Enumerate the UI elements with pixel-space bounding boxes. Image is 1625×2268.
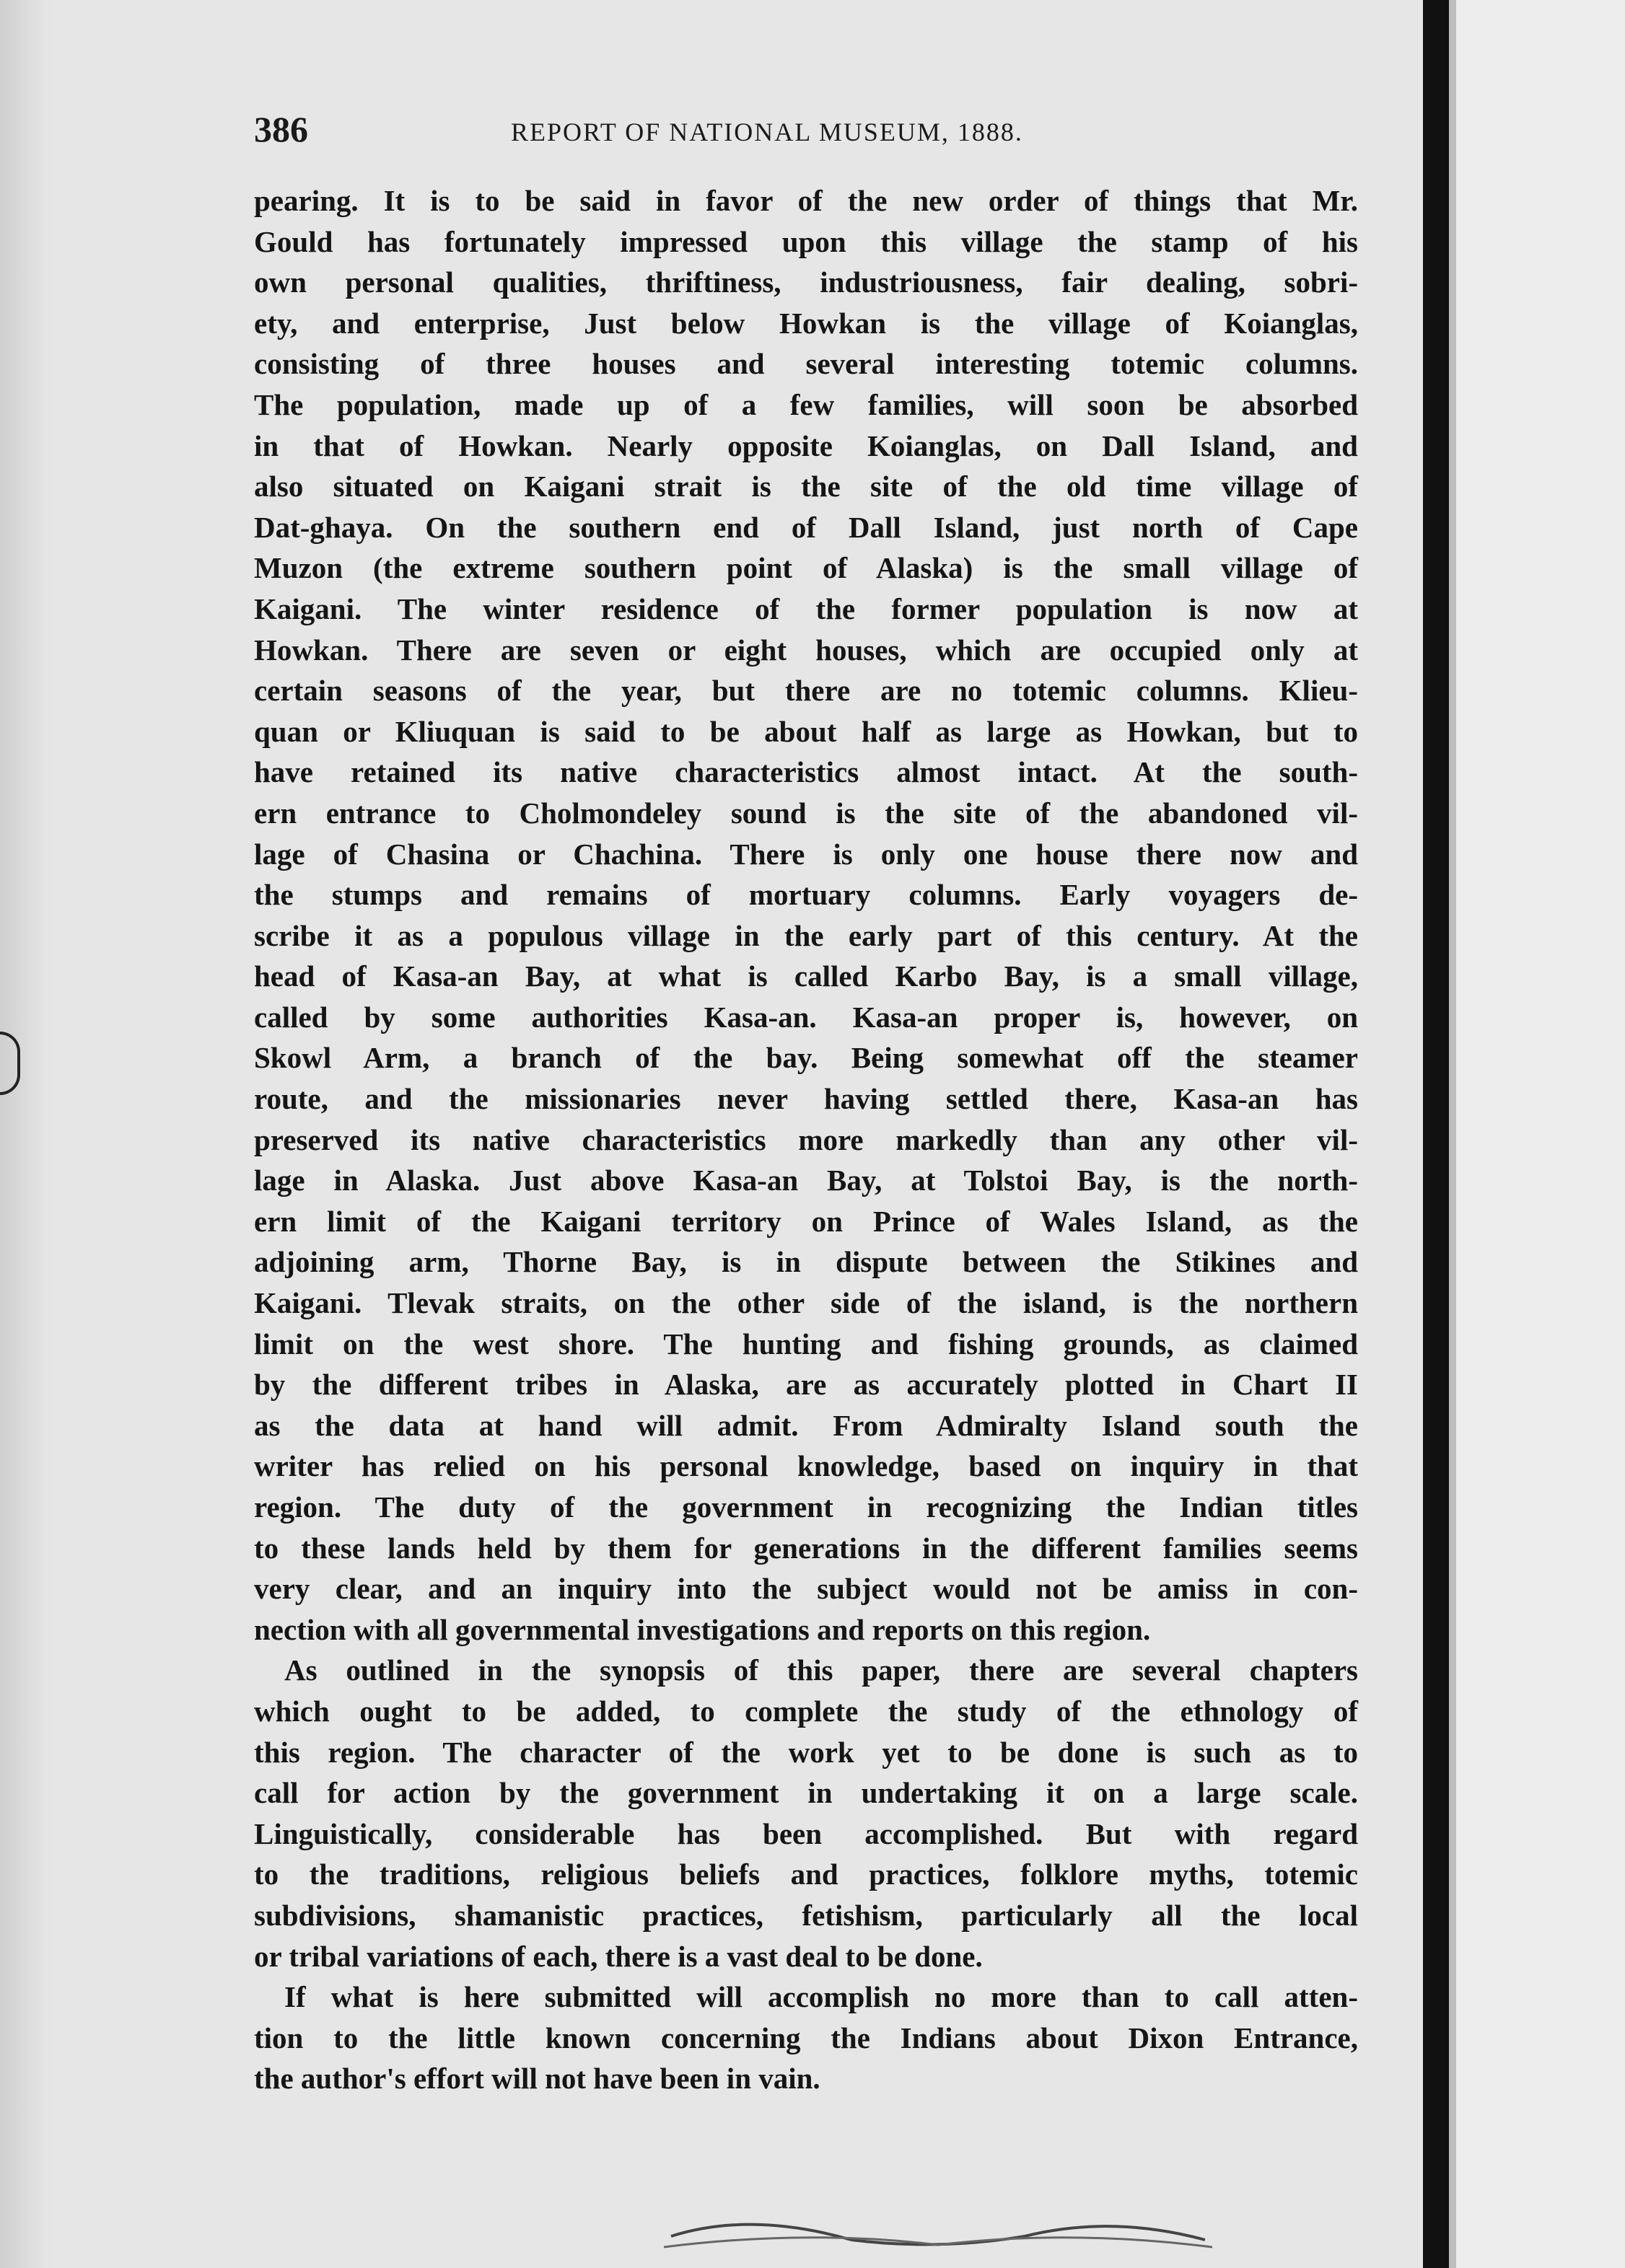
text-line: The population, made up of a few families, will soon be absorbed [254, 387, 1358, 421]
text-line: to these lands held by them for generations in the different families seems [254, 1531, 1358, 1565]
text-line: adjoining arm, Thorne Bay, is in dispute between the Stikines and [254, 1245, 1358, 1279]
text-line: pearing. It is to be said in favor of the new order of things that Mr. [254, 184, 1358, 217]
text-line: Skowl Arm, a branch of the bay. Being somewhat off the steamer [254, 1041, 1358, 1075]
text-line: this region. The character of the work yet to be done is such as to [254, 1735, 1358, 1769]
text-line: by the different tribes in Alaska, are as accurately plotted in Chart II [254, 1368, 1358, 1402]
text-line: very clear, and an inquiry into the subject would not be amiss in con- [254, 1572, 1358, 1606]
page-header [254, 108, 1387, 159]
text-line: Linguistically, considerable has been accomplished. But with regard [254, 1816, 1358, 1850]
page-ornament [664, 2207, 1212, 2251]
text-line: Muzon (the extreme southern point of Alaska) is the small village of [254, 551, 1358, 585]
paragraph [254, 1650, 1358, 1977]
text-line: the author's effort will not have been in vain. [254, 2062, 820, 2096]
text-line: Howkan. There are seven or eight houses, which are occupied only at [254, 633, 1358, 667]
paragraph [254, 180, 1358, 1650]
text-line: ern entrance to Cholmondeley sound is the site of the abandoned vil- [254, 796, 1358, 830]
text-line: lage in Alaska. Just above Kasa-an Bay, at Tolstoi Bay, is the north- [254, 1164, 1358, 1197]
text-line: limit on the west shore. The hunting and fishing grounds, as claimed [254, 1327, 1358, 1361]
facing-page-edge [1456, 0, 1625, 2268]
text-line: or tribal variations of each, there is a vast deal to be done. [254, 1939, 983, 1973]
text-line: quan or Kliuquan is said to be about half as large as Howkan, but to [254, 714, 1358, 748]
text-line: ety, and enterprise, Just below Howkan is the village of Koianglas, [254, 306, 1358, 340]
page-binding-inner [1449, 0, 1456, 2268]
text-line: As outlined in the synopsis of this paper, there are several chapters [284, 1653, 1358, 1687]
text-line: also situated on Kaigani strait is the site of the old time village of [254, 470, 1358, 504]
text-line: scribe it as a populous village in the early part of this century. At the [254, 918, 1358, 952]
text-line: route, and the missionaries never having settled there, Kasa-an has [254, 1082, 1358, 1116]
paragraph [254, 1977, 1358, 2099]
text-line: tion to the little known concerning the Indians about Dixon Entrance, [254, 2021, 1358, 2054]
text-line: preserved its native characteristics more markedly than any other vil- [254, 1122, 1358, 1156]
text-line: to the traditions, religious beliefs and practices, folklore myths, totemic [254, 1858, 1358, 1891]
page-left-edge [0, 0, 51, 2268]
body-text [254, 180, 1358, 2099]
page-binding [1423, 0, 1449, 2268]
text-line: own personal qualities, thriftiness, industriousness, fair dealing, sobri- [254, 265, 1358, 299]
text-line: call for action by the government in undertaking it on a large scale. [254, 1776, 1358, 1810]
text-line: lage of Chasina or Chachina. There is only one house there now and [254, 837, 1358, 871]
text-line: ern limit of the Kaigani territory on Prince of Wales Island, as the [254, 1204, 1358, 1238]
text-line: head of Kasa-an Bay, at what is called Karbo Bay, is a small village, [254, 959, 1358, 993]
text-line: consisting of three houses and several interesting totemic columns. [254, 347, 1358, 381]
text-line: Dat-ghaya. On the southern end of Dall Island, just north of Cape [254, 510, 1358, 544]
text-line: Kaigani. The winter residence of the former population is now at [254, 592, 1358, 625]
text-line: subdivisions, shamanistic practices, fetishism, particularly all the local [254, 1898, 1358, 1932]
text-line: nection with all governmental investigations and reports on this region. [254, 1612, 1151, 1646]
text-line: certain seasons of the year, but there are no totemic columns. Klieu- [254, 674, 1358, 708]
text-line: the stumps and remains of mortuary columns. Early voyagers de- [254, 878, 1358, 912]
text-line: in that of Howkan. Nearly opposite Koianglas, on Dall Island, and [254, 428, 1358, 462]
text-line: have retained its native characteristics almost intact. At the south- [254, 755, 1358, 789]
text-line: Kaigani. Tlevak straits, on the other side of the island, is the northern [254, 1286, 1358, 1320]
text-line: called by some authorities Kasa-an. Kasa-an proper is, however, on [254, 1000, 1358, 1034]
text-line: writer has relied on his personal knowledge, based on inquiry in that [254, 1449, 1358, 1483]
running-head: REPORT OF NATIONAL MUSEUM, 1888. [511, 118, 1023, 146]
text-line: which ought to be added, to complete the study of the ethnology of [254, 1694, 1358, 1728]
text-line: Gould has fortunately impressed upon this village the stamp of his [254, 224, 1358, 258]
text-line: as the data at hand will admit. From Admiralty Island south the [254, 1408, 1358, 1442]
text-line: If what is here submitted will accomplish no more than to call atten- [284, 1980, 1358, 2014]
text-line: region. The duty of the government in recognizing the Indian titles [254, 1490, 1358, 1524]
page-number: 386 [254, 109, 308, 149]
